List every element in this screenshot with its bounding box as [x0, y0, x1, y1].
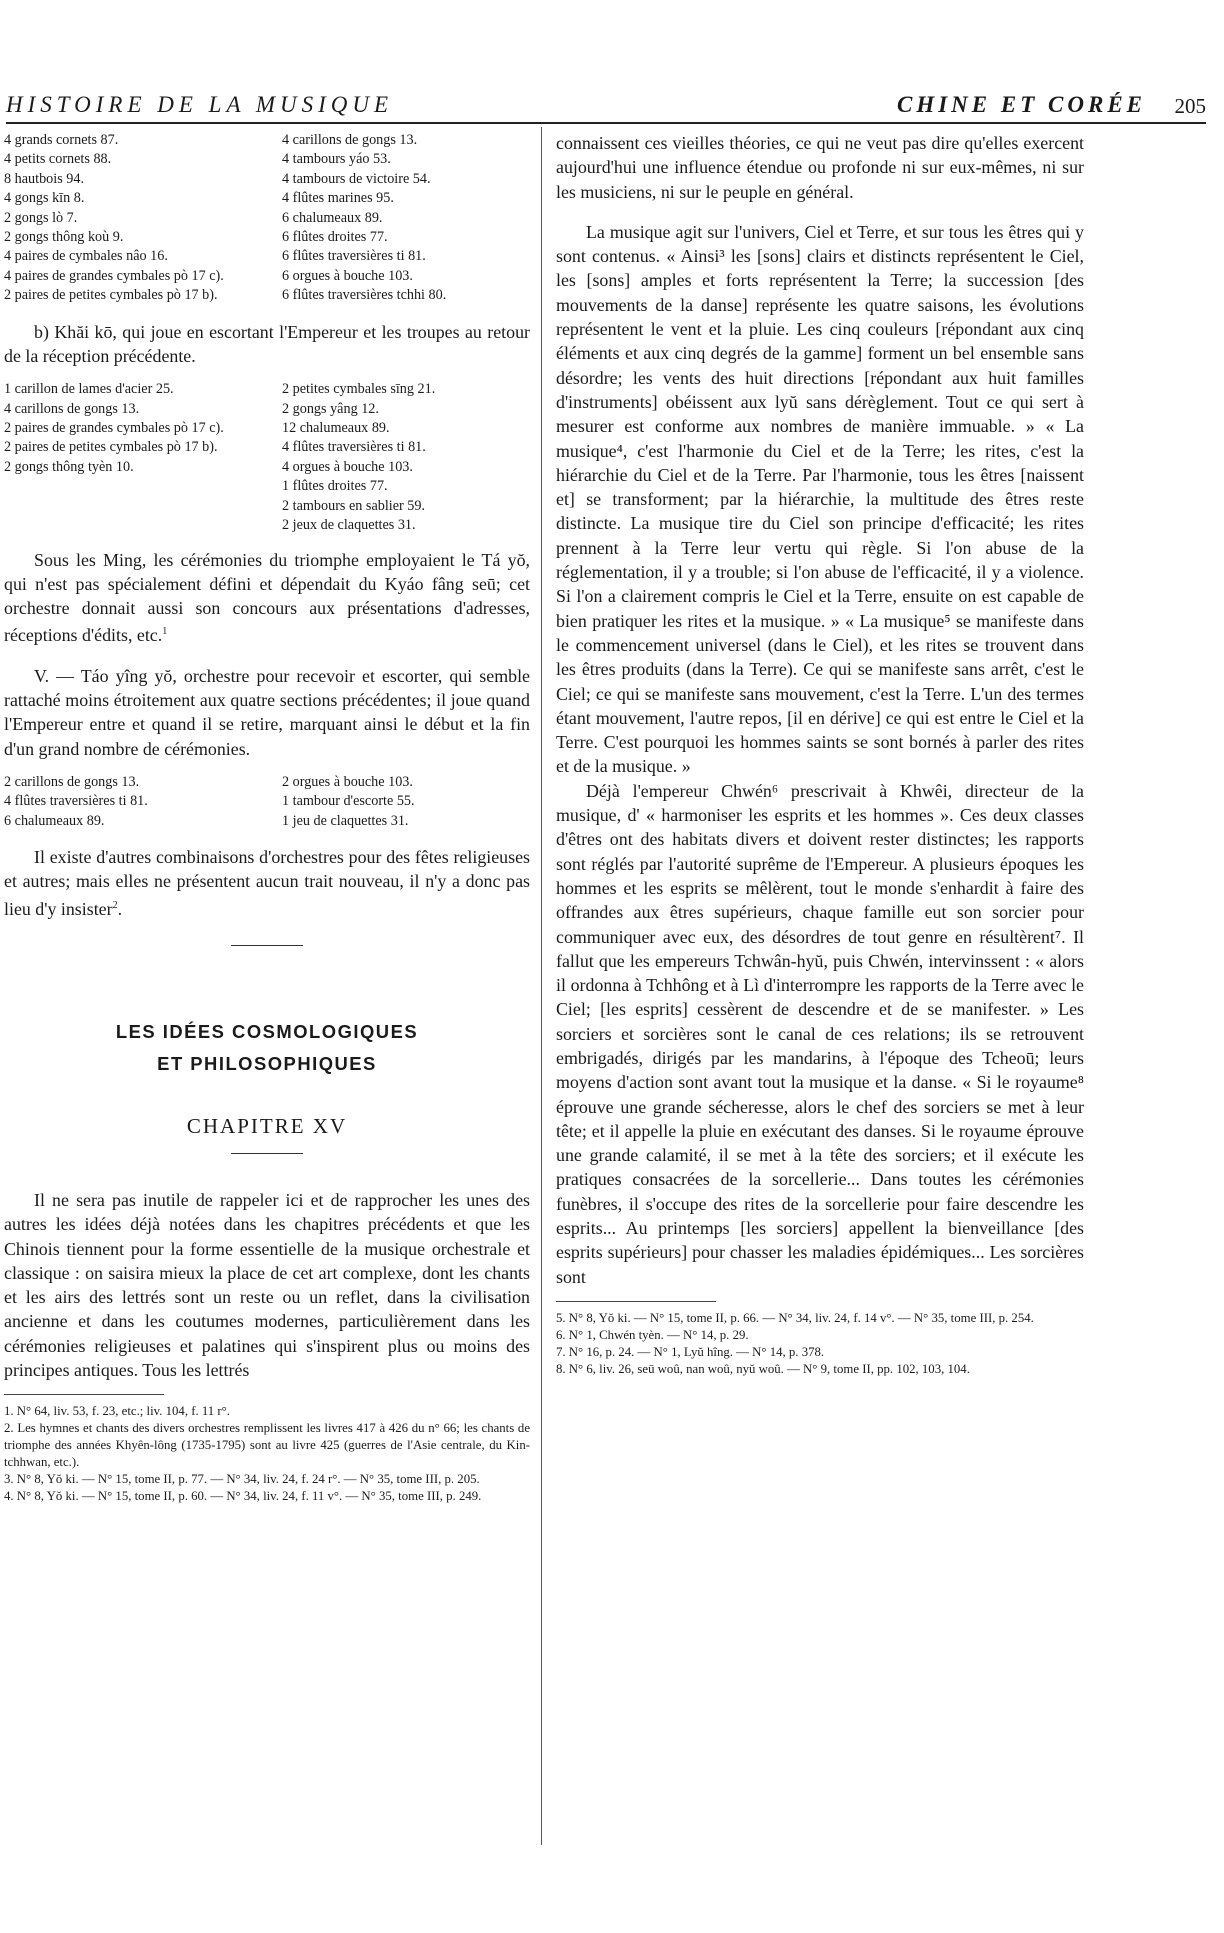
list-item: 2 orgues à bouche 103. — [282, 773, 413, 790]
page-number: 205 — [1174, 94, 1206, 118]
list-item: 4 flûtes marines 95. — [282, 190, 394, 207]
list-item: 6 chalumeaux 89. — [4, 812, 105, 829]
paragraph-chwen: Déjà l'empereur Chwén⁶ prescrivait à Khwêi, directeur de la musique, d' « harmoniser les esprits et les hommes ». Ces deux classes d'êtres ont des habitats divers et doivent rester distinctes; les rapports sont réglés par l'autorité suprême de l'Empereur. A plusieurs époques les hommes et les esprits se mêlèrent, tout le monde s'enhardit à faire des offrandes aux êtres supérieurs, chaque famille eut son sorcier pour communiquer avec eux, des désordres de tout genre en résultèrent⁷. Il fallut que les empereurs Tchwân-hyŭ, puis Chwén, intervinssent : « alors il ordonna à Tchhông et à Lì d'interrompre les rapports de la Terre avec le Ciel; [les esprits] cessèrent de descendre et de se manifester. » Les sorciers et sorcières sont le canal de ces relations; ils se retrouvent embrigadés, dirigés par les mandarins, à l'époque des Tcheoū; leurs moyens d'action sont avant tout la musique et la danse. « Si le royaume⁸ éprouve une grande sécheresse, alors le chef des sorciers se met à leur tête; et il appelle la pluie en exécutant des danses. Si le royaume éprouve une grande calamité, il se met à la tête des sorciers; et il exécute les pratiques consacrées de la sorcellerie... Dans toutes les cérémonies funèbres, il s'occupe des rites de la sorcellerie pour faire descendre les esprits... Au printemps [les sorciers] appellent la bienveillance [des esprits supérieurs] pour chasser les maladies épidémiques... Les sorcières sont — [556, 780, 1084, 1287]
list2-col1 — [4, 380, 282, 535]
section-title — [4, 1016, 530, 1080]
footnote-ref: 1 — [162, 626, 168, 638]
list-item: 1 tambour d'escorte 55. — [282, 793, 415, 810]
footnote-rule — [4, 1394, 164, 1395]
footnote: 2. Les hymnes et chants des divers orchestres remplissent les livres 417 à 426 du n° 66; les chants de triomphe des années Khyên-lông (1735-1795) sont au livre 425 (guerres de l'Asie centrale, du Kin-tchhwan, etc.). — [4, 1421, 530, 1470]
footnote: 7. N° 16, p. 24. — N° 1, Lyŭ hîng. — N° 14, p. 378. — [556, 1344, 825, 1359]
footnote: 3. N° 8, Yŏ ki. — N° 15, tome II, p. 77. — N° 34, liv. 24, f. 24 r°. — N° 35, tome III, p. 205. — [4, 1472, 480, 1487]
footnote: 6. N° 1, Chwén tyèn. — N° 14, p. 29. — [556, 1327, 749, 1342]
paragraph-ming-text: Sous les Ming, les cérémonies du triomphe employaient le Tá yŏ, qui n'est pas spécialement défini et dépendait du Kyáo fâng seū; cet orchestre donnait aussi son concours aux présentations d'adresses, réceptions d'édits, etc. — [4, 549, 530, 646]
list3-col1 — [4, 773, 282, 831]
right-column — [556, 131, 1084, 1378]
chapter-title: CHAPITRE XV — [186, 1113, 348, 1138]
instrument-list-3 — [4, 773, 530, 831]
left-column — [4, 131, 530, 1505]
list3-col2 — [282, 773, 530, 831]
list2-col2 — [282, 380, 530, 535]
header-right-title: CHINE ET CORÉE — [897, 92, 1146, 117]
instrument-list-1 — [4, 131, 530, 306]
footnote: 5. N° 8, Yŏ ki. — N° 15, tome II, p. 66. — N° 34, liv. 24, f. 14 v°. — N° 35, tome III, p. 254. — [556, 1310, 1034, 1325]
list-item: 6 flûtes droites 77. — [282, 229, 388, 246]
list-item: 4 petits cornets 88. — [4, 151, 112, 168]
list-item: 2 gongs thông tyèn 10. — [4, 458, 134, 475]
list-item: 2 jeux de claquettes 31. — [282, 517, 416, 534]
paragraph-continuation: connaissent ces vieilles théories, ce qui ne veut pas dire qu'elles exercent aujourd'hui une influence étendue ou profonde ni sur eux-mêmes, ni sur les musiciens, ni sur le peuple en général. — [556, 133, 1084, 202]
list-item: 6 flûtes traversières ti 81. — [282, 248, 426, 265]
chapter-divider — [231, 1153, 303, 1154]
section-divider — [231, 945, 303, 946]
list-item: 2 paires de grandes cymbales pò 17 c). — [4, 420, 224, 437]
paragraph-other-text: Il existe d'autres combinaisons d'orchestres pour des fêtes religieuses et autres; mais elles ne présentent aucun trait nouveau, il n'y a donc pas lieu d'y insister — [4, 847, 530, 919]
list-item: 4 gongs kīn 8. — [4, 190, 85, 207]
list-item: 2 carillons de gongs 13. — [4, 773, 140, 790]
running-header — [6, 92, 1206, 124]
list-item: 2 paires de petites cymbales pò 17 b). — [4, 287, 218, 304]
list-item: 1 jeu de claquettes 31. — [282, 812, 409, 829]
list-item: 4 paires de grandes cymbales pò 17 c). — [4, 267, 224, 284]
footnote-ref: 2 — [112, 899, 118, 911]
list-item: 1 carillon de lames d'acier 25. — [4, 381, 174, 398]
list-item: 2 gongs lò 7. — [4, 209, 78, 226]
paragraph-other-combinations: Il existe d'autres combinaisons d'orchestres pour des fêtes religieuses et autres; mais elles ne présentent aucun trait nouveau, il n'y a donc pas lieu d'y insister$^2$. — [4, 847, 530, 919]
paragraph-section-v: V. — Táo yîng yŏ, orchestre pour recevoir et escorter, qui semble rattaché moins étroitement aux quatre sections précédentes; il joue quand l'Empereur entre et quand il se retire, marquant ainsi le début et la fin d'un grand nombre de cérémonies. — [4, 665, 530, 759]
list-item: 4 paires de cymbales nâo 16. — [4, 248, 168, 265]
header-left-title: HISTOIRE DE LA MUSIQUE — [6, 92, 394, 117]
footnote: 8. N° 6, liv. 26, seū woû, nan woû, nyŭ woû. — N° 9, tome II, pp. 102, 103, 104. — [556, 1361, 970, 1376]
list-item: 4 carillons de gongs 13. — [4, 400, 140, 417]
footnote-rule — [556, 1301, 716, 1302]
list-item: 8 hautbois 94. — [4, 170, 84, 187]
list-item: 4 grands cornets 87. — [4, 132, 119, 148]
section-title-line-1: LES IDÉES COSMOLOGIQUES — [115, 1020, 419, 1042]
list1-col2 — [282, 131, 530, 306]
list-item: 4 carillons de gongs 13. — [282, 132, 418, 148]
list-item: 4 flûtes traversières ti 81. — [4, 793, 148, 810]
list-item: 2 paires de petites cymbales pò 17 b). — [4, 439, 218, 456]
list-item: 2 gongs yâng 12. — [282, 400, 379, 417]
list-item: 6 chalumeaux 89. — [282, 209, 383, 226]
paragraph-ming — [4, 548, 530, 648]
paragraph-khai-ko: b) Khăi kō, qui joue en escortant l'Empereur et les troupes au retour de la réception précédente. — [4, 321, 530, 366]
paragraph-music-universe: La musique agit sur l'univers, Ciel et Terre, et sur tous les êtres qui y sont contenus. « Ainsi³ les [sons] clairs et distincts représentent le Ciel, les [sons] amples et forts représentent la Terre; la succession [des mouvements de la danse] représente les quatre saisons, les évolutions représentent le vent et la pluie. Les cinq couleurs [répondant aux cinq éléments et aux cinq degrés de la gamme] forment un bel ensemble sans désordre; les vents des huit directions [répondant aux huit familles d'instruments] obéissent aux lyŭ sans dérèglement. Tout ce qui sert à mesurer est conforme aux nombres de manière immuable. » « La musique⁴, c'est l'harmonie du Ciel et de la Terre; les rites, c'est la hiérarchie du Ciel et de la Terre. Par l'harmonie, tous les êtres [naissent et] se transforment; par la hiérarchie, la multitude des êtres reste distincte. La musique tire du Ciel son principe d'efficacité; les rites prennent à la Terre leur vertu qui règle. Si l'on abuse de la réglementation, il y a trouble; si l'on abuse de l'efficacité, il y a violence. Si l'on a clairement compris le Ciel et la Terre, ensuite on est capable de bien pratiquer les rites et la musique. » « La musique⁵ se manifeste dans le commencement universel (dans le Ciel), et les rites se trouvent dans les êtres produits (dans la Terre). Ce qui se manifeste sans arrêt, c'est le Ciel; ce qui se manifeste sans mouvement, c'est la Terre. L'un des termes étant mouvement, l'autre repos, [il en dérive] ce qui est entre le Ciel et la Terre. C'est pourquoi les hommes saints se sont bornés à parler des rites et de la musique. » — [556, 221, 1084, 777]
list-item: 4 flûtes traversières ti 81. — [282, 439, 426, 456]
list-item: 6 orgues à bouche 103. — [282, 267, 413, 284]
footnote: 1. N° 64, liv. 53, f. 23, etc.; liv. 104, f. 11 r°. — [4, 1404, 230, 1419]
list-item: 4 tambours yáo 53. — [282, 151, 391, 168]
list-item: 2 petites cymbales sīng 21. — [282, 381, 436, 398]
footnote: 4. N° 8, Yŏ ki. — N° 15, tome II, p. 60. — N° 34, liv. 24, f. 11 v°. — N° 35, tome III, p. 249. — [4, 1489, 482, 1504]
list-item: 12 chalumeaux 89. — [282, 420, 390, 437]
list-item: 4 orgues à bouche 103. — [282, 458, 413, 475]
list1-col1 — [4, 131, 282, 306]
section-title-line-2: ET PHILOSOPHIQUES — [157, 1052, 377, 1074]
column-divider — [541, 127, 542, 1845]
list-item: 4 tambours de victoire 54. — [282, 170, 431, 187]
list-item: 2 gongs thông koù 9. — [4, 229, 124, 246]
instrument-list-2 — [4, 380, 530, 535]
paragraph-chapter-intro: Il ne sera pas inutile de rappeler ici et de rapprocher les unes des autres les idées déjà notées dans les chapitres précédents et que les Chinois tiennent pour la forme essentielle de la musique orchestrale et classique : on saisira mieux la place de cet art complexe, dont les chants et les airs des lettrés sont un reste ou un reflet, dans la civilisation ancienne et dans les coutumes modernes, particulièrement dans les cérémonies religieuses et palatines qui s'inspirent plus ou moins des principes antiques. Tous les lettrés — [4, 1189, 530, 1380]
list-item: 6 flûtes traversières tchhi 80. — [282, 287, 447, 304]
list-item: 1 flûtes droites 77. — [282, 478, 388, 495]
list-item: 2 tambours en sablier 59. — [282, 497, 426, 514]
